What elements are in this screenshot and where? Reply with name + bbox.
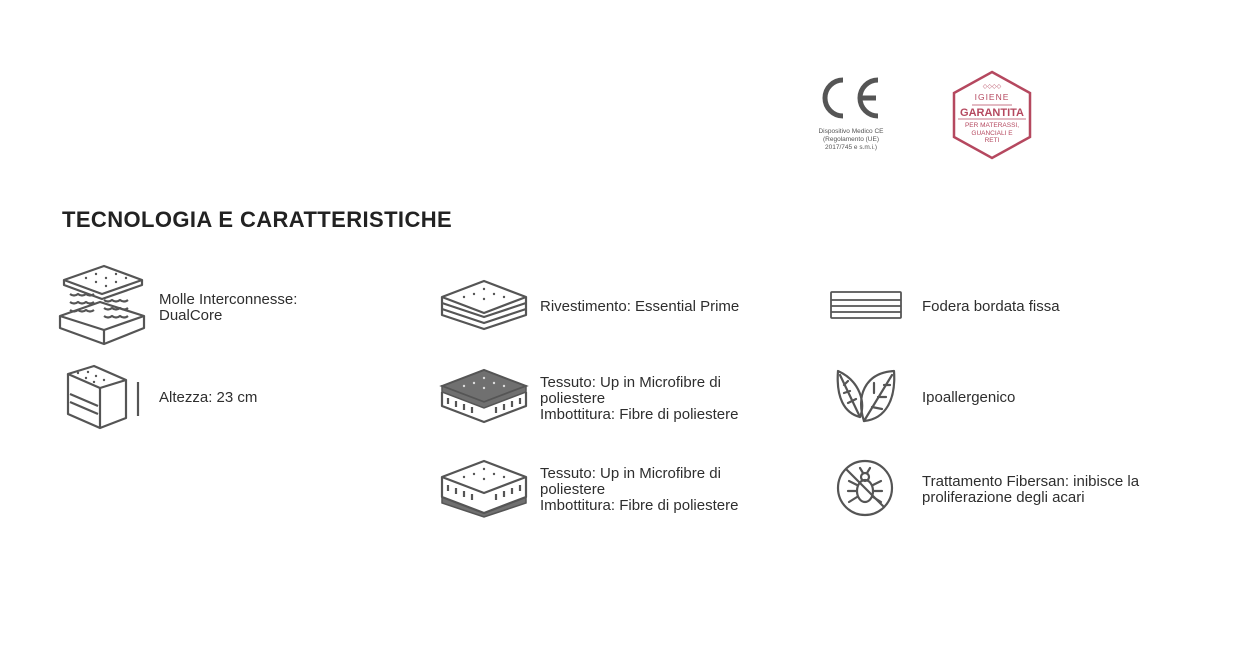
feature-line: proliferazione degli acari xyxy=(922,489,1085,506)
feature-cover-text xyxy=(540,299,739,315)
mattress-dark-bottom-icon xyxy=(438,459,530,515)
mattress-dark-top-icon xyxy=(438,368,530,424)
feature-line: Fodera bordata fissa xyxy=(922,298,1060,315)
section-title: TECNOLOGIA E CARATTERISTICHE xyxy=(62,207,453,232)
feature-lining-text xyxy=(922,299,1060,315)
hygiene-badge xyxy=(950,70,1034,160)
feature-fabric-bottom-text xyxy=(540,466,738,514)
feature-line: poliestere xyxy=(540,390,606,407)
leaves-icon xyxy=(834,367,898,425)
feature-fabric-top xyxy=(438,368,530,424)
feature-springs xyxy=(56,264,148,348)
feature-lining xyxy=(830,290,902,322)
feature-line: Tessuto: Up in Microfibre di xyxy=(540,374,721,391)
svg-text:◇◇◇◇: ◇◇◇◇ xyxy=(982,83,1002,90)
ce-mark xyxy=(816,74,886,122)
ce-caption-line: Dispositivo Medico CE xyxy=(818,128,884,135)
fixed-lining-icon xyxy=(830,290,902,322)
feature-fabric-bottom xyxy=(438,459,530,515)
hygiene-sub-line: PER MATERASSI, xyxy=(964,122,1020,129)
pocket-springs-icon xyxy=(56,264,148,348)
feature-line: Rivestimento: Essential Prime xyxy=(540,298,740,315)
layered-mattress-icon xyxy=(438,277,530,331)
feature-line: Tessuto: Up in Microfibre di xyxy=(540,465,721,482)
feature-line: Imbottitura: Fibre di poliestere xyxy=(540,497,739,514)
hygiene-sub-text xyxy=(950,122,1034,145)
feature-line: Molle Interconnesse: xyxy=(159,291,298,308)
feature-fabric-top-text xyxy=(540,375,738,423)
hygiene-top-text: IGIENE xyxy=(974,92,1010,102)
ce-caption-line: 2017/745 e s.m.i.) xyxy=(824,144,878,151)
feature-cover xyxy=(438,277,530,331)
feature-line: Imbottitura: Fibre di poliestere xyxy=(540,406,739,423)
feature-hypo xyxy=(834,367,898,425)
feature-fibersan xyxy=(836,459,894,517)
ce-logo-icon xyxy=(816,74,886,122)
no-mites-icon xyxy=(836,459,894,517)
feature-line: poliestere xyxy=(540,481,606,498)
hygiene-sub-line: GUANCIALI E xyxy=(971,129,1013,137)
feature-height xyxy=(64,364,144,430)
feature-line: Altezza: 23 cm xyxy=(159,389,258,406)
mattress-height-icon xyxy=(64,364,144,430)
feature-line: Ipoallergenico xyxy=(922,389,1016,406)
feature-springs-text xyxy=(159,292,297,324)
ce-caption-line: (Regolamento (UE) xyxy=(823,136,879,143)
feature-fibersan-text xyxy=(922,474,1139,506)
hygiene-main-text: GARANTITA xyxy=(960,107,1024,119)
ce-caption xyxy=(800,128,902,152)
feature-line: DualCore xyxy=(159,307,223,324)
feature-height-text xyxy=(159,390,257,406)
feature-hypo-text xyxy=(922,390,1015,406)
hygiene-sub-line: RETI xyxy=(984,137,1000,144)
feature-line: Trattamento Fibersan: inibisce la xyxy=(922,473,1140,490)
